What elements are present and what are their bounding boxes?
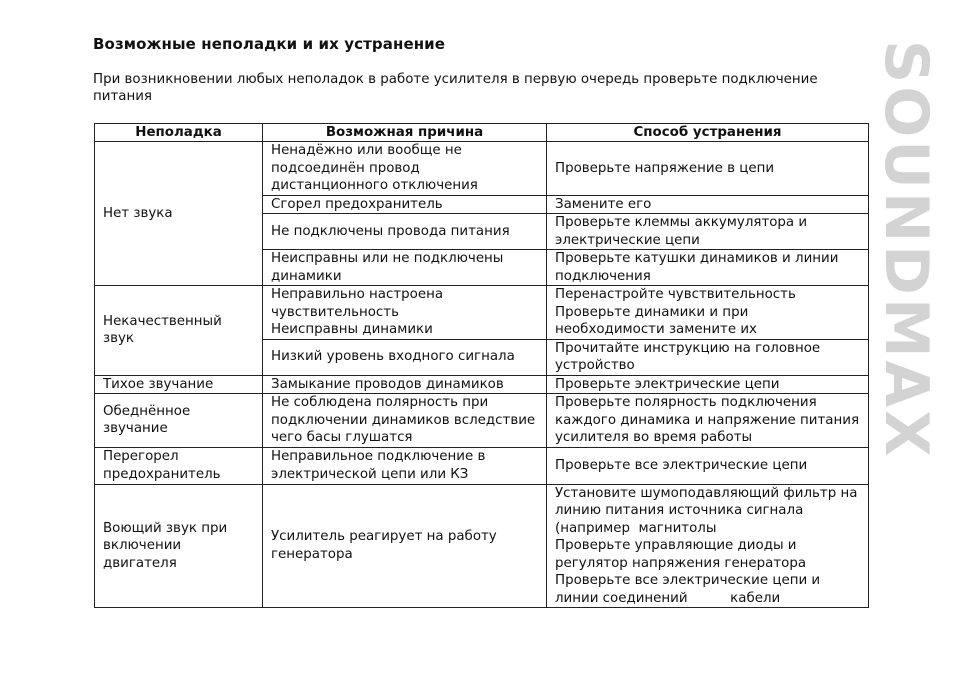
fix-cell: Проверьте напряжение в цепи bbox=[547, 142, 869, 196]
header-fix: Способ устранения bbox=[547, 124, 869, 142]
troubleshooting-table bbox=[94, 123, 869, 608]
page-title: Возможные неполадки и их устранение bbox=[93, 35, 446, 53]
fix-cell: Проверьте электрические цепи bbox=[547, 375, 869, 394]
brand-watermark bbox=[871, 40, 941, 610]
cause-cell: Неисправны или не подключены динамики bbox=[263, 250, 547, 286]
fix-cell: Перенастройте чувствительность Проверьте динамики и при необходимости замените их bbox=[547, 286, 869, 340]
problem-cell: Нет звука bbox=[95, 142, 263, 286]
table-row bbox=[95, 447, 869, 484]
cause-cell: Не подключены провода питания bbox=[263, 214, 547, 250]
table-row bbox=[95, 484, 869, 608]
intro-paragraph: При возникновении любых неполадок в работе усилителя в первую очередь проверьте подключение питания bbox=[93, 72, 818, 104]
cause-cell: Неправильно настроена чувствительность Неисправны динамики bbox=[263, 286, 547, 340]
fix-cell: Замените его bbox=[547, 195, 869, 214]
table-row bbox=[95, 394, 869, 448]
cause-cell: Низкий уровень входного сигнала bbox=[263, 339, 547, 375]
problem-cell: Воющий звук при включении двигателя bbox=[95, 484, 263, 608]
cause-cell: Усилитель реагирует на работу генератора bbox=[263, 484, 547, 608]
problem-cell: Тихое звучание bbox=[95, 375, 263, 394]
header-problem: Неполадка bbox=[95, 124, 263, 142]
problem-cell: Обеднённое звучание bbox=[95, 394, 263, 448]
fix-cell: Проверьте клеммы аккумулятора и электрические цепи bbox=[547, 214, 869, 250]
problem-cell: Перегорел предохранитель bbox=[95, 447, 263, 484]
table-row bbox=[95, 286, 869, 340]
fix-cell: Прочитайте инструкцию на головное устройство bbox=[547, 339, 869, 375]
cause-cell: Ненадёжно или вообще не подсоединён провод дистанционного отключения bbox=[263, 142, 547, 196]
fix-cell: Проверьте все электрические цепи bbox=[547, 447, 869, 484]
fix-cell: Установите шумоподавляющий фильтр на линию питания источника сигнала (например магнитолы Проверьте управляющие диоды и регулятор напряжения генератора Проверьте все электрические цепи и линии соединений кабели bbox=[547, 484, 869, 608]
table-row bbox=[95, 142, 869, 196]
fix-cell: Проверьте катушки динамиков и линии подключения bbox=[547, 250, 869, 286]
fix-cell: Проверьте полярность подключения каждого динамика и напряжение питания усилителя во время работы bbox=[547, 394, 869, 448]
brand-logo-text: SOUNDMAX bbox=[871, 40, 941, 460]
cause-cell: Сгорел предохранитель bbox=[263, 195, 547, 214]
header-cause: Возможная причина bbox=[263, 124, 547, 142]
cause-cell: Неправильное подключение в электрической цепи или КЗ bbox=[263, 447, 547, 484]
problem-cell: Некачественный звук bbox=[95, 286, 263, 376]
cause-cell: Не соблюдена полярность при подключении динамиков вследствие чего басы глушатся bbox=[263, 394, 547, 448]
cause-cell: Замыкание проводов динамиков bbox=[263, 375, 547, 394]
table-row bbox=[95, 375, 869, 394]
